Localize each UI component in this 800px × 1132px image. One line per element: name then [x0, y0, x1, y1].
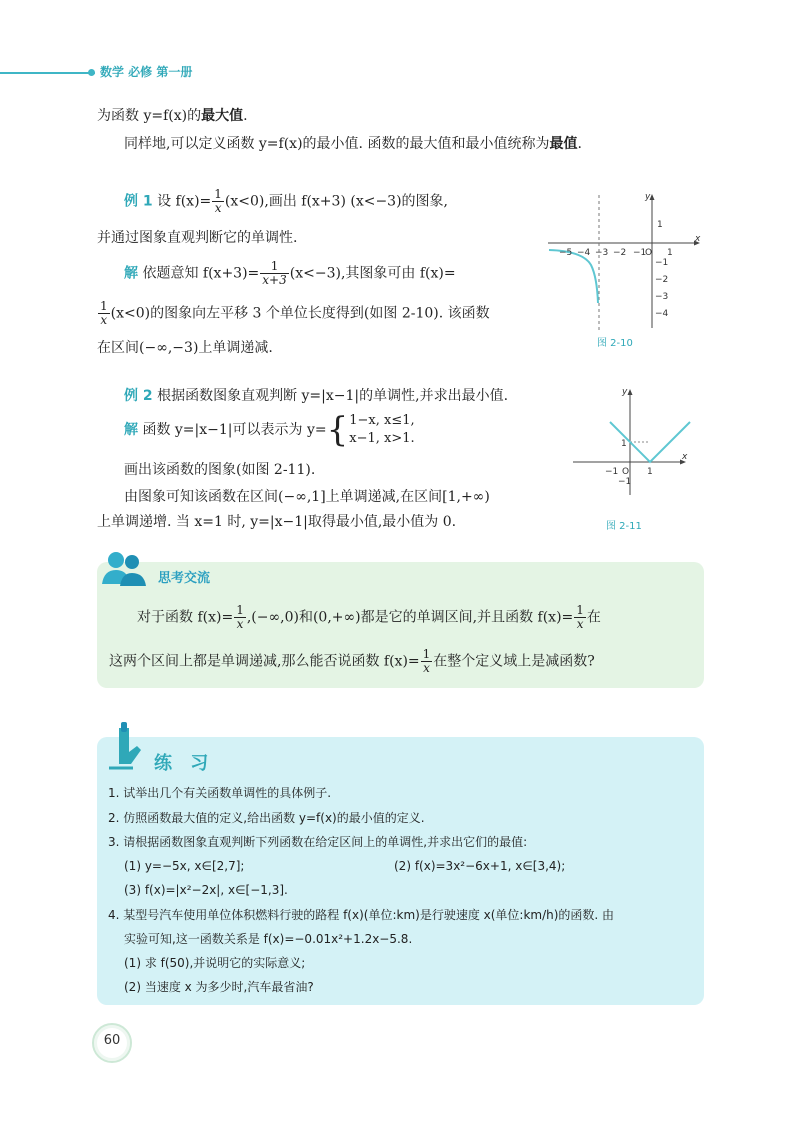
text: 在整个定义域上是减函数?	[433, 653, 595, 670]
den: x	[423, 661, 430, 675]
fraction	[421, 648, 433, 675]
practice-item-4: 4. 某型号汽车使用单位体积燃料行驶的路程 f(x)(单位:km)是行驶速度 x(单位:km/h)的函数. 由	[108, 908, 615, 922]
y-axis-arrow-icon	[628, 389, 633, 395]
brace-icon: {	[326, 410, 349, 450]
piecewise-cases	[349, 412, 414, 448]
example2-solution-line3: 由图象可知该函数在区间(−∞,1]上单调递减,在区间[1,+∞)	[124, 489, 490, 505]
y-axis-label: y	[645, 192, 651, 202]
fraction	[260, 260, 288, 287]
text: 设 f(x)=	[157, 193, 212, 210]
practice-item-1: 1. 试举出几个有关函数单调性的具体例子.	[108, 786, 332, 800]
example2-solution-line2: 画出该函数的图象(如图 2-11).	[124, 462, 316, 478]
x-tick-label: −2	[613, 248, 627, 258]
header-title: 数学 必修 第一册	[100, 65, 193, 79]
term-extrema: 最值	[549, 136, 578, 152]
y-tick-label: 1	[621, 439, 627, 449]
x-axis-label: x	[682, 452, 688, 462]
term-max: 最大值	[201, 108, 244, 124]
y-tick-label: −3	[655, 292, 669, 302]
example1-solution-line1	[124, 260, 456, 287]
practice-item-4-2: (2) 当速度 x 为多少时,汽车最省油?	[124, 980, 314, 994]
figure-2-10-caption: 图 2-10	[597, 338, 633, 349]
den: x	[576, 617, 584, 631]
text: 对于函数 f(x)=	[137, 609, 234, 626]
figure-2-10	[545, 185, 705, 335]
practice-item-3: 3. 请根据函数图象直观判断下列函数在给定区间上的单调性,并求出它们的最值:	[108, 835, 528, 849]
solution-label: 解	[124, 265, 138, 282]
y-axis-label: y	[622, 387, 628, 397]
text: 在	[586, 609, 601, 626]
x-tick-label: −3	[595, 248, 609, 258]
fraction	[212, 188, 224, 215]
practice-item-3-3: (3) f(x)=|x²−2x|, x∈[−1,3].	[124, 883, 288, 897]
think-paragraph-line2	[109, 648, 595, 675]
origin-label: O	[645, 248, 653, 258]
text: 同样地,可以定义函数 y=f(x)的最小值. 函数的最大值和最小值统称为	[124, 136, 550, 152]
den: x	[214, 201, 222, 215]
text: ,(−∞,0)和(0,+∞)都是它的单调区间,并且函数 f(x)=	[246, 609, 574, 626]
example2-label: 例 2	[124, 388, 153, 404]
num: 1	[422, 647, 431, 661]
practice-item-3-2: (2) f(x)=3x²−6x+1, x∈[3,4);	[394, 859, 566, 873]
text: 根据函数图象直观判断 y=|x−1|的单调性,并求出最小值.	[157, 388, 509, 404]
example1-solution-line3: 在区间(−∞,−3)上单调递减.	[97, 340, 273, 356]
practice-title: 练 习	[154, 753, 215, 774]
people-icon	[100, 550, 148, 588]
y-tick-label: −4	[655, 309, 669, 319]
y-tick-label: −1	[655, 258, 669, 268]
example2-question	[124, 386, 508, 406]
num: 1	[100, 299, 108, 313]
text: 函数 y=|x−1|可以表示为 y=	[142, 422, 327, 438]
example1-label: 例 1	[124, 193, 153, 210]
origin-label: O	[622, 467, 630, 477]
practice-item-2: 2. 仿照函数最大值的定义,给出函数 y=f(x)的最小值的定义.	[108, 811, 425, 825]
fraction	[234, 604, 246, 631]
figure-2-11	[568, 380, 698, 500]
x-tick-label: 1	[647, 467, 653, 477]
page-number: 60	[103, 1033, 121, 1048]
num: 1	[236, 603, 244, 617]
header-rule	[0, 72, 95, 74]
example2-solution-line4: 上单调递增. 当 x=1 时, y=|x−1|取得最小值,最小值为 0.	[97, 514, 457, 530]
writing-hand-icon	[107, 722, 149, 776]
line-extrema: 同样地,可以定义函数 y=f(x)的最小值. 函数的最大值和最小值统称为最值.	[124, 136, 582, 152]
example1-question-line2: 并通过图象直观判断它的单调性.	[97, 230, 298, 246]
case: x−1, x>1.	[349, 431, 415, 446]
x-tick-label: 1	[667, 248, 673, 258]
den: x+3	[262, 273, 287, 287]
practice-item-4-1: (1) 求 f(50),并说明它的实际意义;	[124, 956, 306, 970]
example1-solution-line2	[97, 300, 490, 327]
think-title: 思考交流	[158, 571, 211, 586]
den: x	[100, 313, 108, 327]
y-tick-label: −2	[655, 275, 669, 285]
num: 1	[260, 260, 288, 274]
header-dot-icon	[88, 69, 95, 76]
text: 为函数 y=f(x)的	[97, 108, 202, 124]
x-tick-label: −1	[605, 467, 619, 477]
think-paragraph-line1	[137, 604, 601, 631]
y-tick-label: −1	[618, 477, 632, 487]
x-tick-label: −4	[577, 248, 591, 258]
example1-question	[124, 188, 448, 215]
practice-item-3-1: (1) y=−5x, x∈[2,7];	[124, 859, 245, 873]
text: (x<−3),其图象可由 f(x)=	[289, 265, 456, 282]
x-axis-label: x	[695, 234, 701, 244]
practice-item-4-cont: 实验可知,这一函数关系是 f(x)=−0.01x²+1.2x−5.8.	[124, 932, 413, 946]
num: 1	[214, 187, 222, 201]
text: (x<0),画出 f(x+3) (x<−3)的图象,	[224, 193, 448, 210]
den: x	[236, 617, 244, 631]
text: (x<0)的图象向左平移 3 个单位长度得到(如图 2-10). 该函数	[110, 305, 490, 322]
line-max-value: 为函数 y=f(x)的最大值.	[97, 108, 248, 124]
text: 这两个区间上都是单调递减,那么能否说函数 f(x)=	[109, 653, 420, 670]
fraction	[98, 300, 110, 327]
fraction	[574, 604, 586, 631]
text: 依题意知 f(x+3)=	[142, 265, 260, 282]
num: 1	[576, 603, 584, 617]
y-tick-label: 1	[657, 220, 663, 230]
example2-solution-line1	[124, 410, 415, 450]
x-tick-label: −5	[559, 248, 573, 258]
x-tick-label: −1	[633, 248, 647, 258]
figure-2-11-caption: 图 2-11	[606, 521, 642, 532]
solution-label: 解	[124, 422, 138, 438]
curve-series	[549, 250, 598, 303]
case: 1−x, x≤1,	[349, 413, 415, 428]
